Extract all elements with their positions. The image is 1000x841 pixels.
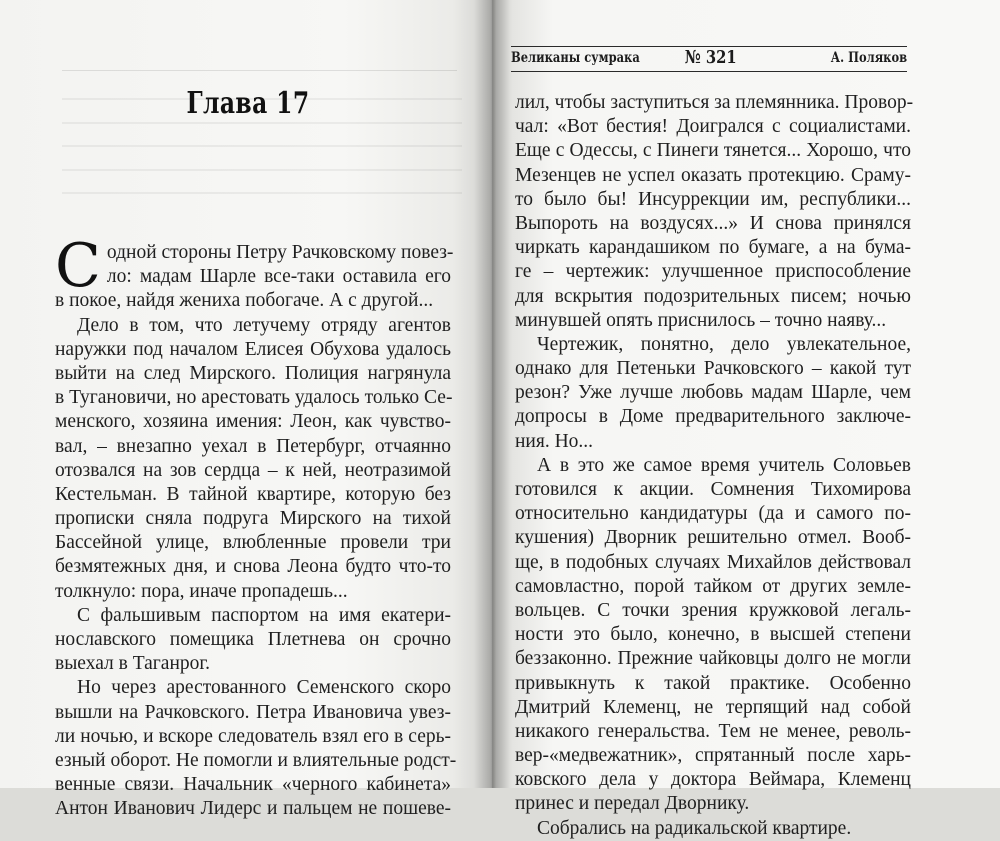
text-line: в Тугановичи, но арестовать удалось только Се- bbox=[55, 387, 453, 409]
right-page-text bbox=[515, 91, 914, 841]
text-line: минувшей опять приснилось – точно наяву... bbox=[515, 309, 887, 331]
text-line: никакого генеральства. Тем не менее, револь- bbox=[515, 720, 911, 742]
text-line: выехал в Таганрог. bbox=[55, 653, 211, 675]
running-head bbox=[511, 46, 907, 72]
text-line: отозвался на зов сердца – к ней, неотразимой bbox=[55, 459, 451, 481]
text-line: ло: мадам Шарле все-таки оставила его bbox=[106, 266, 451, 288]
text-line: Антон Иванович Лидерс и пальцем не пошеве- bbox=[55, 798, 451, 820]
drop-cap: С bbox=[55, 231, 101, 301]
text-line: самовластно, порой тайком от других земле- bbox=[515, 575, 911, 597]
text-line: ще, в подобных случаях Михайлов действовал bbox=[515, 551, 911, 573]
text-line: безмятежных дня, и снова Леона будто что-то bbox=[55, 556, 451, 578]
text-line: Но через арестованного Семенского скоро bbox=[77, 677, 451, 699]
text-line: ге – чертежик: улучшенное приспособление bbox=[515, 261, 911, 283]
text-line: привыкнуть к такой практике. Особенно bbox=[515, 672, 911, 694]
text-line: прописки сняла подруга Мирского на тихой bbox=[55, 508, 451, 530]
text-line: допросы в Доме предварительного заключе- bbox=[515, 406, 911, 428]
running-head-title: Великаны сумрака bbox=[511, 50, 640, 66]
text-line: Выпороть на воздусях...» И снова принялся bbox=[515, 212, 911, 234]
text-line: в покое, найдя жениха побогаче. А с другой... bbox=[55, 290, 434, 312]
text-line: относительно кандидатуры (да и самого по- bbox=[515, 503, 911, 525]
text-line: для вскрытия подозрительных писем; ночью bbox=[515, 285, 911, 307]
text-line: вольцев. С точки зрения кружковой легаль- bbox=[515, 599, 911, 621]
text-line: вал, – внезапно уехал в Петербург, отчаянно bbox=[55, 435, 451, 457]
text-line: С фальшивым паспортом на имя екатери- bbox=[77, 604, 451, 626]
text-line: Чертежик, понятно, дело увлекательное, bbox=[537, 333, 911, 355]
text-line: Кестельман. В тайной квартире, которую без bbox=[55, 483, 451, 505]
text-line: готовился к акции. Сомнения Тихомирова bbox=[515, 479, 911, 500]
bleed-through-header bbox=[62, 48, 457, 71]
left-page-text bbox=[55, 231, 457, 822]
text-line: чал: «Вот бестия! Доигрался с социалистами. bbox=[515, 116, 911, 138]
text-line: Мезенцев не успел оказать протекцию. Сраму- bbox=[515, 164, 911, 186]
text-line: лил, чтобы заступиться за племянника. Провор- bbox=[515, 92, 914, 113]
text-line: резон? Уже лучше любовь мадам Шарле, чем bbox=[515, 382, 911, 404]
text-line: толкнуло: пора, иначе пропадешь... bbox=[55, 580, 348, 602]
text-line: выйти на след Мирского. Полиция нагрянула bbox=[55, 362, 451, 384]
text-line: Дмитрий Клеменц, не терпящий над собой bbox=[515, 696, 911, 718]
text-line: ния. Но... bbox=[515, 430, 594, 452]
text-line: Бассейной улице, влюбленные провели три bbox=[55, 532, 451, 554]
text-line: чиркать карандашиком по бумаге, а на бума- bbox=[515, 237, 911, 259]
text-line: принес и передал Дворнику. bbox=[515, 793, 750, 815]
issue-number: № 321 bbox=[684, 47, 737, 68]
text-line: одной стороны Петру Рачковскому повез- bbox=[106, 242, 454, 263]
text-line: ли ночью, и вскоре следователь взял его в серь- bbox=[55, 725, 451, 747]
text-line: кушения) Дворник решительно отмел. Вооб- bbox=[515, 527, 911, 549]
text-line: Дело в том, что летучему отряду агентов bbox=[77, 314, 451, 336]
chapter-title: Глава 17 bbox=[186, 86, 310, 121]
text-line: нославского помещика Плетнева он срочно bbox=[55, 629, 451, 650]
text-line: А в это же самое время учитель Соловьев bbox=[537, 454, 911, 476]
text-line: то было бы! Инсуррекции им, республики... bbox=[515, 188, 911, 210]
text-line: менского, хозяина имения: Леон, как чувство- bbox=[55, 411, 451, 433]
text-line: вер-«медвежатник», спрятанный после харь- bbox=[515, 745, 911, 767]
text-line: ности это было, конечно, в высшей степени bbox=[515, 624, 911, 646]
text-line: Еще с Одессы, с Пинеги тянется... Хорошо, что bbox=[515, 140, 911, 162]
text-line: венные связи. Начальник «черного кабинета» bbox=[55, 774, 451, 796]
text-line: ковского дела у доктора Веймара, Клеменц bbox=[515, 769, 911, 791]
text-line: езный оборот. Не помогли и влиятельные родст- bbox=[55, 749, 457, 771]
text-line: наружки под началом Елисея Обухова удалось bbox=[55, 338, 451, 360]
text-line: вышли на Рачковского. Петра Ивановича увез- bbox=[55, 701, 451, 723]
left-page bbox=[0, 0, 492, 820]
running-head-author: А. Поляков bbox=[830, 50, 907, 66]
text-line: однако для Петеньки Рачковского – какой тут bbox=[515, 358, 911, 380]
text-line: Собрались на радикальской квартире. bbox=[537, 817, 852, 839]
text-line: беззаконно. Прежние чайковцы долго не могли bbox=[515, 648, 911, 670]
